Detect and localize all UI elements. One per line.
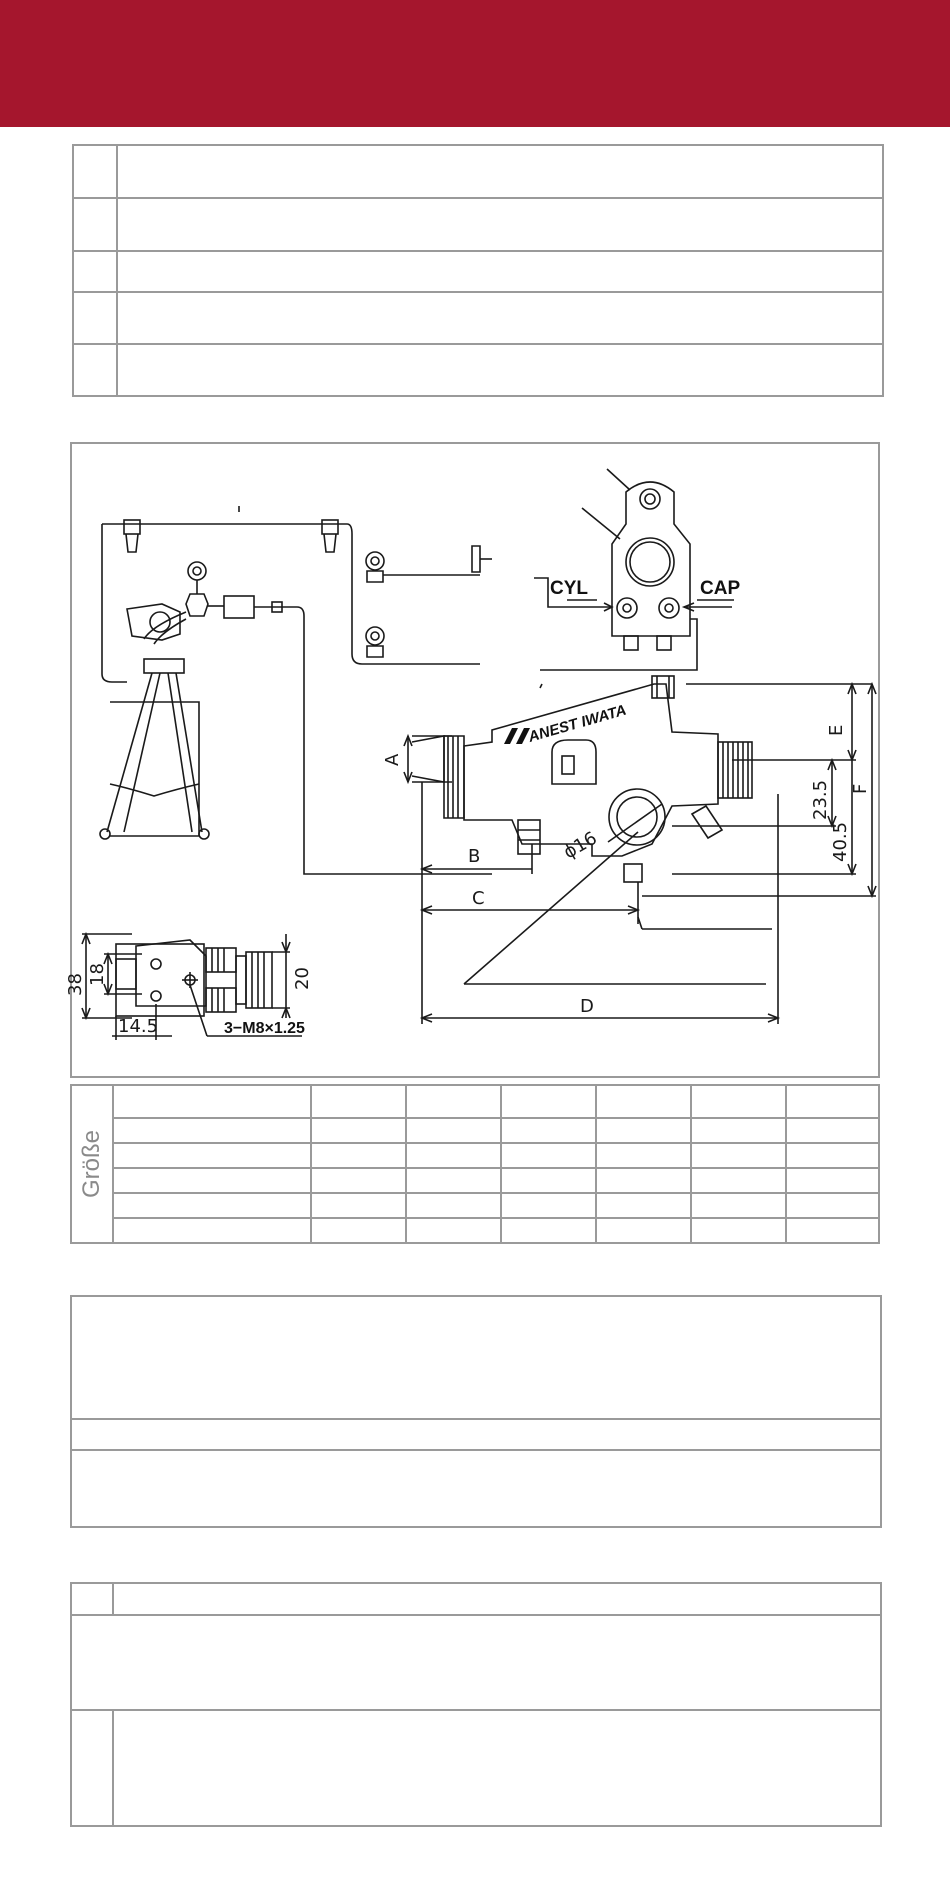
dimension-40-5: 40.5 — [830, 821, 851, 862]
dimension-20: 20 — [292, 967, 313, 990]
dimension-23-5: 23.5 — [810, 779, 831, 820]
panel-row-line — [72, 1449, 880, 1451]
table-row-line — [74, 197, 882, 199]
table-divider — [116, 146, 118, 395]
dimension-d: D — [580, 996, 594, 1017]
info-panel — [70, 1295, 882, 1528]
panel-row-line — [72, 1709, 880, 1711]
dimension-phi16: ϕ16 — [560, 827, 601, 864]
dimension-f: F — [850, 783, 871, 794]
dimension-14-5: 14.5 — [118, 1016, 159, 1037]
port-label-cyl: CYL — [550, 578, 588, 599]
panel-row-line — [72, 1614, 880, 1616]
table-row-line — [112, 1217, 878, 1219]
dimension-a: A — [382, 753, 403, 766]
size-side-label — [72, 1086, 112, 1242]
table-row-line — [74, 343, 882, 345]
table-row-line — [112, 1142, 878, 1144]
size-table — [70, 1084, 880, 1244]
dimension-e: E — [826, 724, 847, 736]
table-row-line — [112, 1167, 878, 1169]
port-label-cap: CAP — [700, 578, 741, 599]
panel-divider — [112, 1584, 114, 1614]
dimension-38: 38 — [65, 973, 86, 996]
panel-divider — [112, 1709, 114, 1825]
panel-row-line — [72, 1418, 880, 1420]
brand-label: ANEST IWATA — [526, 701, 629, 746]
thread-spec: 3−M8×1.25 — [224, 1020, 305, 1037]
dimension-b: B — [468, 846, 481, 867]
dimension-18: 18 — [87, 963, 108, 986]
spec-table — [72, 144, 884, 397]
table-row-line — [112, 1117, 878, 1119]
notes-panel — [70, 1582, 882, 1827]
table-row-line — [74, 291, 882, 293]
table-row-line — [112, 1192, 878, 1194]
dimension-c: C — [472, 888, 485, 909]
table-row-line — [74, 250, 882, 252]
size-label-text: Größe — [78, 1129, 106, 1199]
drawing-svg — [65, 444, 878, 1076]
technical-drawing — [65, 442, 880, 1078]
header-band — [0, 0, 950, 127]
